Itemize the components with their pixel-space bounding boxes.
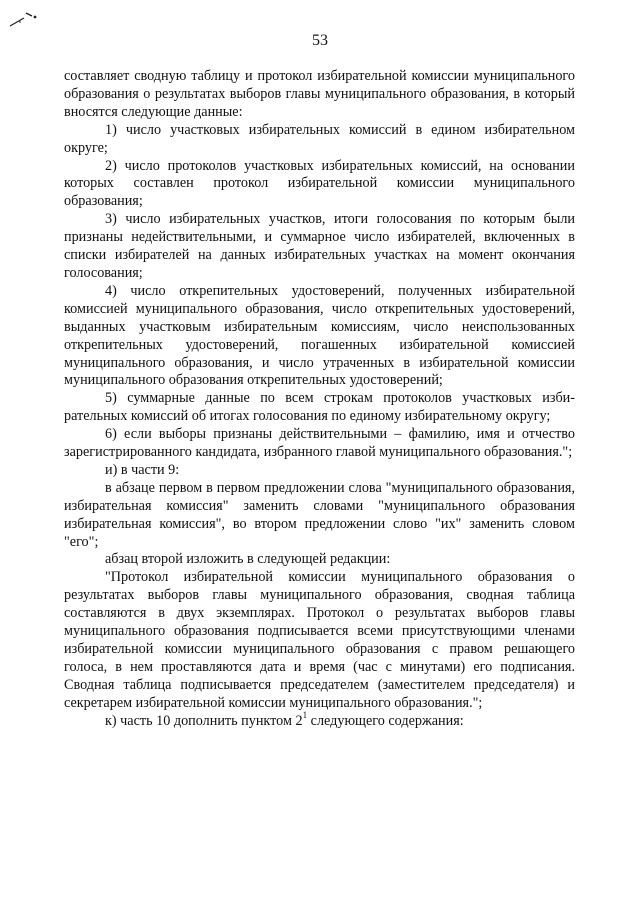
paragraph: 2) число протоколов участковых избирательных комиссий, на основании которых составлен протокол избирательной комиссии муниципального образования; — [64, 157, 575, 210]
paragraph-amendment-k — [64, 709, 575, 731]
paragraph: 5) суммарные данные по всем строкам протоколов участковых избирательных комиссий об итогах голосования по единому избирательному округу; — [64, 390, 575, 425]
paragraph-text-after: следующего содержания: — [307, 712, 464, 729]
paragraph: и) в части 9: — [105, 461, 180, 478]
superscript-number: 1 — [302, 709, 308, 720]
paragraph: составляет сводную таблицу и протокол избирательной комиссии муниципального образования о результатах выборов главы муниципального образования, в который вносятся следующие данные: — [64, 68, 575, 120]
paragraph: абзац второй изложить в следующей редакции: — [105, 551, 391, 568]
paragraph: 1) число участковых избирательных комиссий в едином избирательном округе; — [64, 121, 575, 156]
document-body — [64, 68, 575, 731]
paragraph: 3) число избирательных участков, итоги голосования по которым были признаны недействительными, и суммарное число избирателей, включенных в списки избирателей на данных избирательных участках на момент окончания голосования; — [64, 211, 575, 281]
page-number: 53 — [312, 32, 328, 49]
scan-artifact-mark — [8, 8, 42, 32]
paragraph: 6) если выборы признаны действительными – фамилию, имя и отчество зарегистрированного кандидата, избранного главой муниципального образования."; — [64, 426, 575, 461]
paragraph-text-before: к) часть 10 дополнить пунктом 2 — [105, 712, 303, 729]
paragraph: "Протокол избирательной комиссии муниципального образования о результатах выборов главы муниципального образования, сводная таблица составляются в двух экземплярах. Протокол о результатах выборов главы муниципального образования подписывается всеми присутствующими членами избирательной комиссии муниципального образования с правом решающего голоса, в нем проставляются дата и время (час с минутами) его подписания. Сводная таблица подписывается председателем (заместителем председателя) и секретарем избирательной комиссии муниципального образования."; — [64, 569, 575, 711]
paragraph: в абзаце первом в первом предложении слова "муниципального образования, избирательная комиссия" заменить словами "муниципального образования избирательная комиссия", во втором предложении слово "их" заменить словом "его"; — [64, 479, 575, 550]
paragraph: 4) число открепительных удостоверений, полученных избирательной комиссией муниципального образования, число открепительных удостоверений, выданных участковым избирательным комиссиям, число неиспользованных открепительных удостоверений, погашенных избирательной комиссией муниципального образования, и число утраченных в избирательной комиссии муниципального образования открепительных удостоверений; — [64, 282, 575, 389]
